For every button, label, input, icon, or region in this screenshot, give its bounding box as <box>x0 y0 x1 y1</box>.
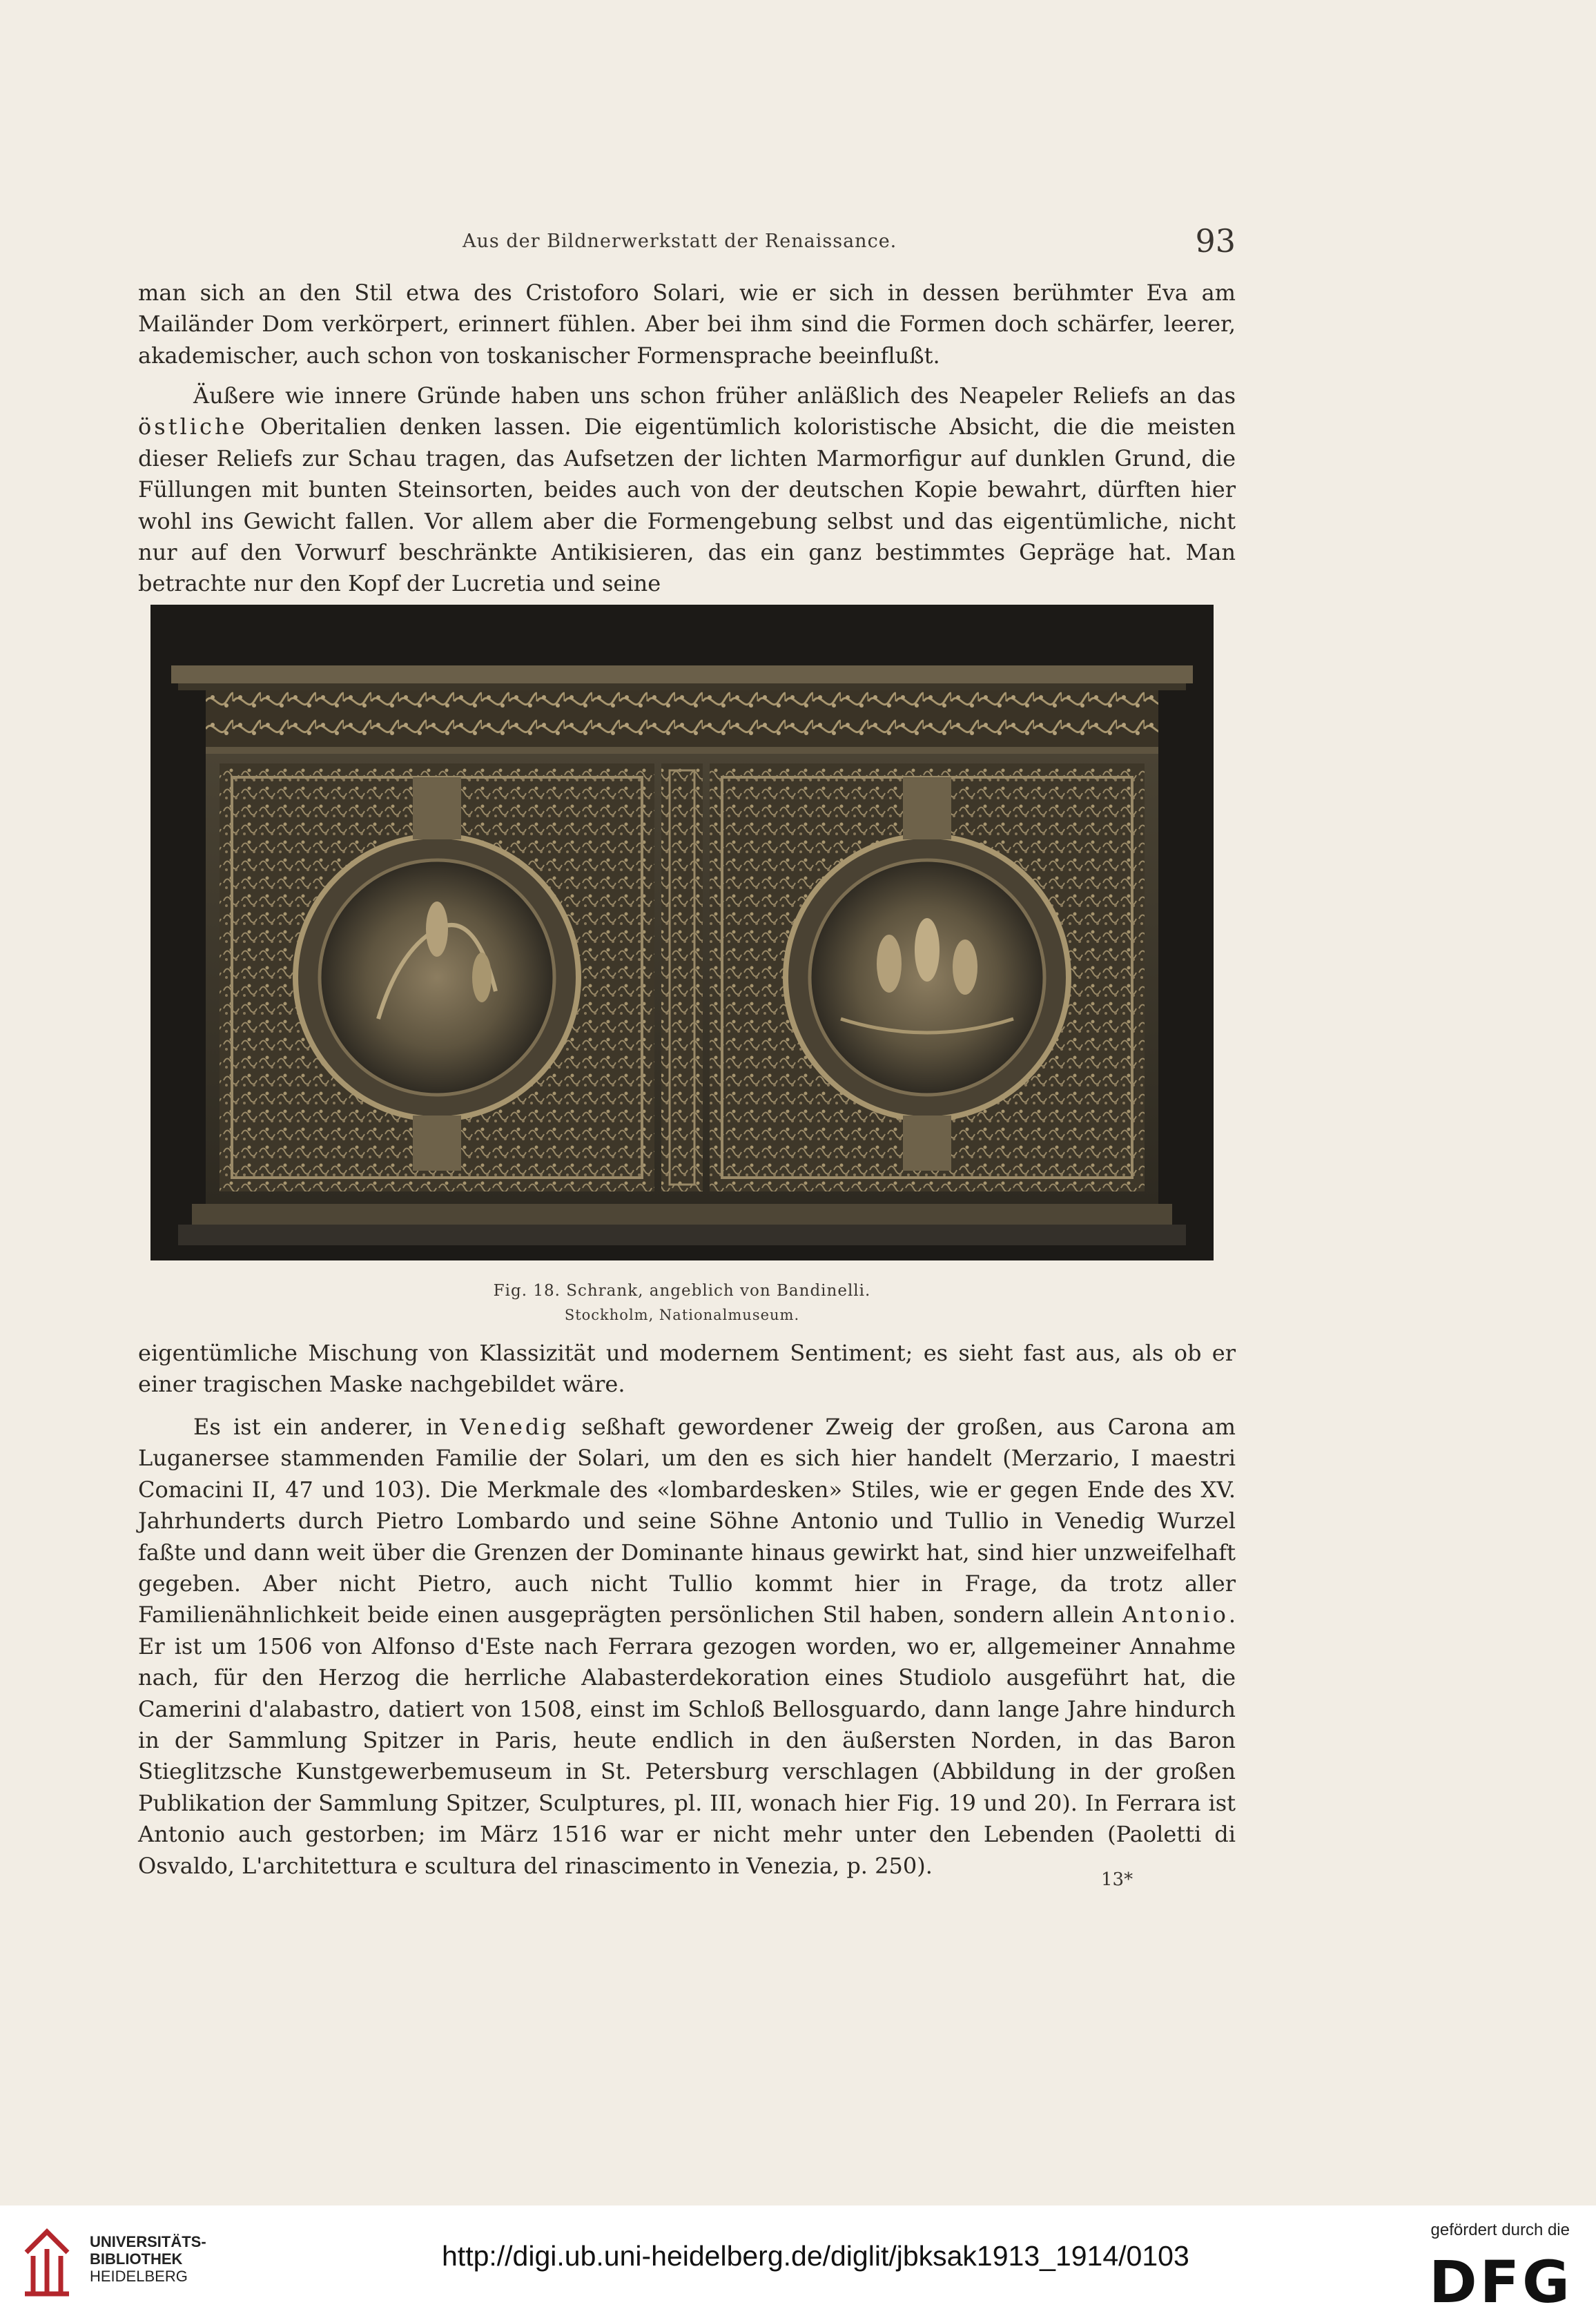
permalink-url[interactable]: http://digi.ub.uni-heidelberg.de/diglit/jbksak1913_1914/0103 <box>442 2240 1189 2272</box>
cabinet-illustration <box>150 605 1214 1260</box>
paragraph-2-text-b: Oberitalien denken lassen. Die eigentümlich koloristische Absicht, die die meisten dieser Reliefs zur Schau tragen, das Aufsetzen der lichten Marmorfigur auf dunklen Grund, die Füllungen mit bunten Steinsorten, beides auch von der deutschen Kopie bewahrt, dürften hier wohl ins Gewicht fallen. Vor allem aber die Formengebung selbst und das eigentümliche, nicht nur auf den Vorwurf beschränkte Antikisieren, das ein ganz bestimmtes Gepräge hat. Man betrachte nur den Kopf der Lucretia und seine <box>138 413 1236 597</box>
cabinet-cornice <box>171 665 1193 683</box>
figure-caption-location: Stockholm, Nationalmuseum. <box>564 1307 800 1323</box>
cabinet-pilaster <box>661 763 703 1191</box>
paragraph-4-text-b: seßhaft gewordener Zweig der großen, aus Carona am Luganersee stammenden Familie der Solari, um den es sich hier handelt (Merzario, I maestri Comacini II, 47 und 103). Die Merkmale des «lombardesken» Stiles, wie er gegen Ende des XV. Jahrhunderts durch Pietro Lombardo und seine Söhne Antonio und Tullio in Venedig Wurzel faßte und dann weit über die Grenzen der Dominante hinaus gewirkt hat, sind hier unzweifelhaft gegeben. Aber nicht Pietro, auch nicht Tullio kommt hier in Frage, da trotz aller Familienähnlichkeit beide einen ausgeprägten persönlichen Stil haben, sondern allein <box>138 1414 1236 1628</box>
page-header <box>138 222 1236 264</box>
paragraph-4 <box>138 1412 1236 1882</box>
paragraph-4-text-a: Es ist ein anderer, in <box>193 1414 460 1440</box>
page-number: 93 <box>1195 222 1236 260</box>
funding-label: gefördert durch die <box>1430 2221 1570 2239</box>
paragraph-2-emphasis: östliche <box>138 413 248 440</box>
library-line-2: BIBLIOTHEK <box>90 2250 183 2268</box>
dfg-logo[interactable]: DFG <box>1428 2248 1573 2316</box>
paragraph-4-emphasis-venedig: Venedig <box>460 1414 570 1440</box>
left-medallion <box>320 860 554 1095</box>
library-line-1: UNIVERSITÄTS- <box>90 2233 206 2250</box>
figure-photograph-cabinet <box>150 605 1214 1260</box>
figure-caption-title: Fig. 18. Schrank, angeblich von Bandinelli. <box>493 1282 871 1300</box>
running-head: Aus der Bildnerwerkstatt der Renaissance. <box>463 231 897 252</box>
signature-mark: 13* <box>1101 1869 1133 1890</box>
paragraph-4-text-c: . Er ist um 1506 von Alfonso d'Este nach Ferrara gezogen worden, wo er, allgemeiner Annahme nach, für den Herzog die herrliche Alabasterdekoration eines Studiolo ausgeführt hat, die Camerini d'alabastro, datiert von 1508, einst im Schloß Bellosguardo, dann lange Jahre hindurch in der Sammlung Spitzer in Paris, heute endlich in den äußersten Norden, in das Baron Stieglitzsche Kunstgewerbemuseum in St. Petersburg verschlagen (Abbildung in der großen Publikation der Sammlung Spitzer, Sculptures, pl. III, wonach hier Fig. 19 und 20). In Ferrara ist Antonio auch gestorben; im März 1516 war er nicht mehr unter den Lebenden (Paoletti di Osvaldo, L'architettura e scultura del rinascimento in Venezia, p. 250). <box>138 1601 1236 1879</box>
paragraph-2 <box>138 380 1236 600</box>
university-library-name[interactable] <box>90 2233 206 2285</box>
paragraph-2-text-a: Äußere wie innere Gründe haben uns schon früher anläßlich des Neapeler Reliefs an das <box>193 382 1236 409</box>
library-line-3: HEIDELBERG <box>90 2268 188 2285</box>
footer-bar <box>0 2205 1596 2318</box>
cabinet-base <box>192 1204 1172 1225</box>
university-library-logo-icon[interactable] <box>19 2225 81 2301</box>
paragraph-1: man sich an den Stil etwa des Cristoforo Solari, wie er sich in dessen berühmter Eva am Mailänder Dom verkörpert, erinnert fühlen. Aber bei ihm sind die Formen doch schärfer, leerer, akademischer, auch schon von toskanischer Formensprache beeinflußt. <box>138 280 1236 369</box>
paragraph-4-emphasis-antonio: Antonio <box>1122 1601 1229 1628</box>
paragraph-3: eigentümliche Mischung von Klassizität und modernem Sentiment; es sieht fast aus, als ob er einer tragischen Maske nachgebildet wäre. <box>138 1340 1236 1398</box>
cabinet-frieze <box>206 690 1158 747</box>
